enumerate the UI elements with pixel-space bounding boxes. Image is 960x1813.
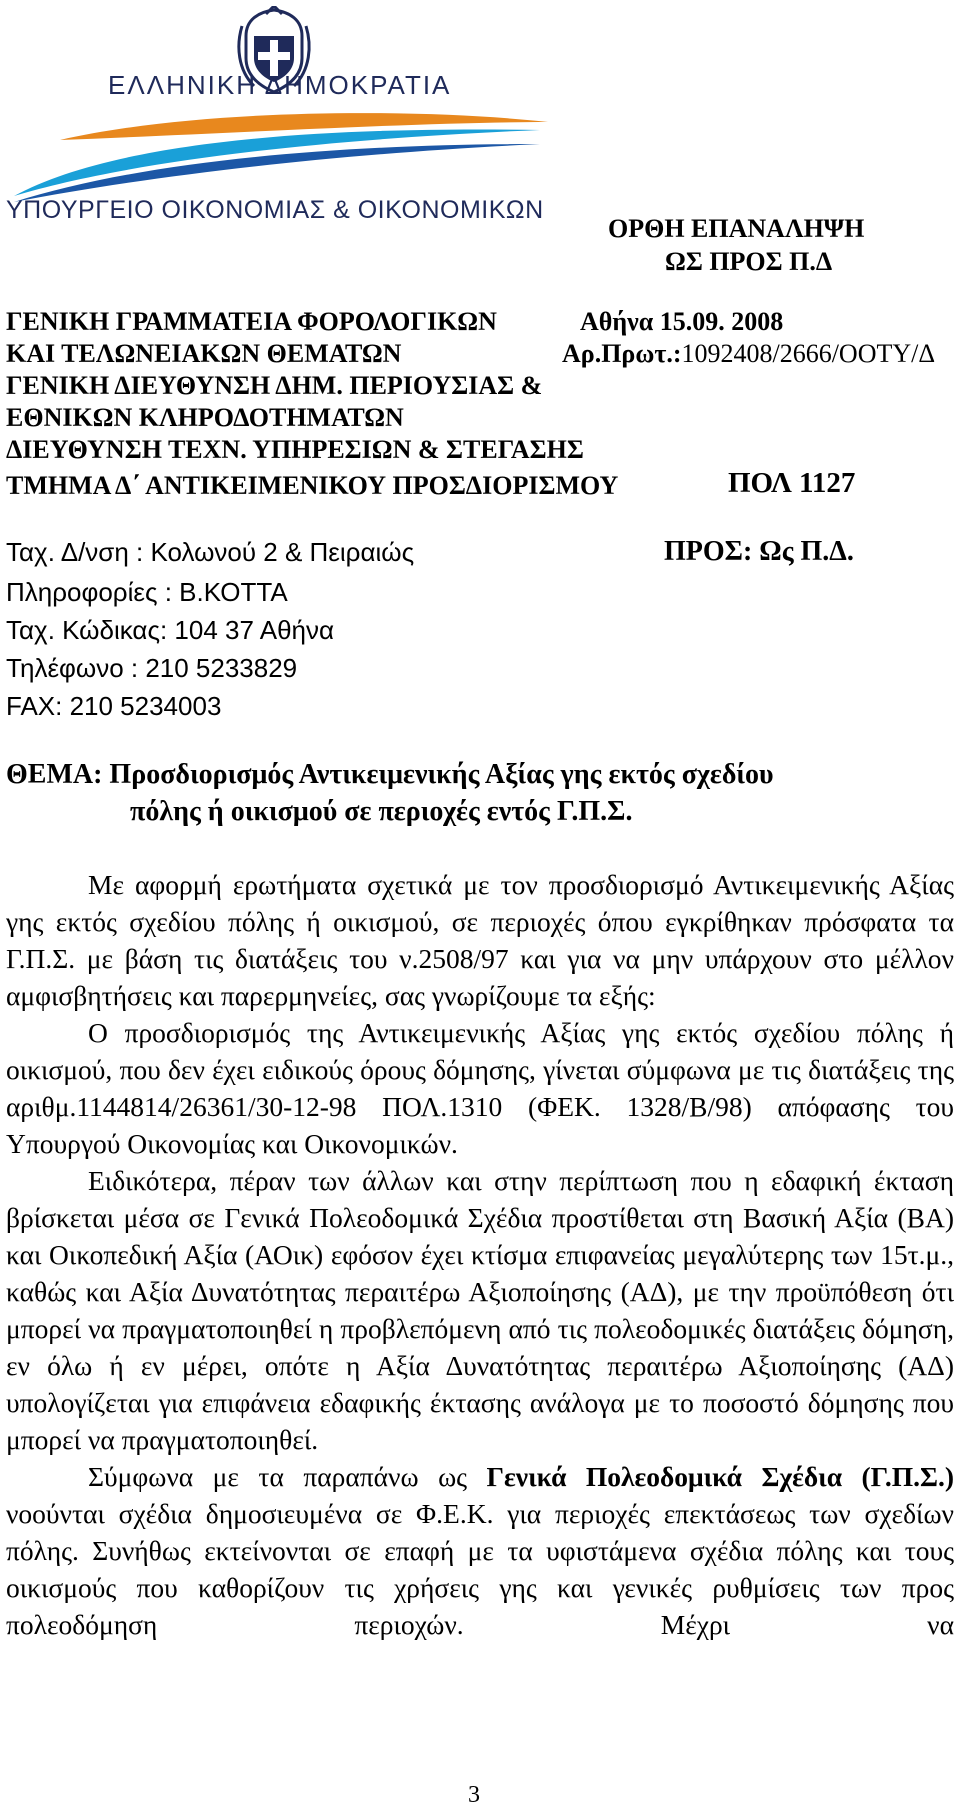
body-paragraph: Ο προσδιορισμός της Αντικειμενικής Αξίας γης εκτός σχεδίου πόλης ή οικισμού, που δεν έχει ειδικούς όρους δόμησης, γίνεται σύμφωνα με τις διατάξεις της αριθμ.1144814/26361/30-12-98 ΠΟΛ.1310 (ΦΕΚ. 1328/Β/98) απόφασης του Υπουργού Οικονομίας και Οικονομικών. — [6, 1017, 954, 1159]
pol-number: ΠΟΛ 1127 — [728, 467, 856, 499]
document-date: Αθήνα 15.09. 2008 — [580, 307, 784, 336]
document-body — [6, 866, 954, 1643]
org-line: ΤΜΗΜΑ Δ΄ ΑΝΤΙΚΕΙΜΕΝΙΚΟΥ ΠΡΟΣΔΙΟΡΙΣΜΟΥ — [6, 471, 619, 500]
contact-fax: FAX: 210 5234003 — [6, 691, 222, 721]
logo-ministry-name: ΥΠΟΥΡΓΕΙΟ ΟΙΚΟΝΟΜΙΑΣ & ΟΙΚΟΝΟΜΙΚΩΝ — [6, 196, 544, 224]
logo-title: ΕΛΛΗΝΙΚΗ ΔΗΜΟΚΡΑΤΙΑ — [108, 70, 452, 100]
subject-line-2: πόλης ή οικισμού σε περιοχές εντός Γ.Π.Σ. — [130, 796, 633, 827]
contact-info: Πληροφορίες : Β.ΚΟΤΤΑ — [6, 577, 288, 607]
protocol-number — [562, 339, 935, 369]
logo-swoosh-graphic — [0, 100, 560, 210]
contact-postcode: Ταχ. Κώδικας: 104 37 Αθήνα — [6, 615, 335, 645]
body-paragraph — [6, 1458, 954, 1643]
contact-phone: Τηλέφωνο : 210 5233829 — [6, 653, 298, 683]
body-paragraph: Με αφορμή ερωτήματα σχετικά με τον προσδιορισμό Αντικειμενικής Αξίας γης εκτός σχεδίου πόλης ή οικισμού, σε περιοχές όπου εγκρίθηκαν πρόσφατα τα Γ.Π.Σ. με βάση τις διατάξεις του ν.2508/97 και για να μην υπάρχουν στο μέλλον αμφισβητήσεις και παρερμηνείες, σας γνωρίζουμε τα εξής: — [6, 869, 954, 1011]
org-line: ΔΙΕΥΘΥΝΣΗ ΤΕΧΝ. ΥΠΗΡΕΣΙΩΝ & ΣΤΕΓΑΣΗΣ — [6, 435, 584, 464]
page-number: 3 — [468, 1782, 480, 1808]
recipient: ΠΡΟΣ: Ως Π.Δ. — [664, 536, 854, 567]
protocol-label: Αρ.Πρωτ.: — [562, 339, 682, 368]
notice-line-2: ΩΣ ΠΡΟΣ Π.Δ — [665, 247, 833, 276]
body-paragraph: Ειδικότερα, πέραν των άλλων και στην περίπτωση που η εδαφική έκταση βρίσκεται μέσα σε Γενικά Πολεοδομικά Σχέδια προστίθεται στη Βασική Αξία (ΒΑ) και Οικοπεδική Αξία (ΑΟικ) εφόσον έχει κτίσμα επιφανείας μεγαλύτερης των 15τ.μ., καθώς και Αξία Δυνατότητας περαιτέρω Αξιοποίησης (ΑΔ), με την προϋπόθεση ότι μπορεί να πραγματοποιηθεί η προβλεπόμενη από τις πολεοδομικές διατάξεις δόμηση, εν όλω ή εν μέρει, οπότε η Αξία Δυνατότητας περαιτέρω Αξιοποίησης (ΑΔ) υπολογίζεται για επιφάνεια εδαφικής έκτασης ανάλογα με το ποσοστό δόμησης που μπορεί να πραγματοποιηθεί. — [6, 1165, 954, 1455]
contact-address: Ταχ. Δ/νση : Κολωνού 2 & Πειραιώς — [6, 537, 415, 567]
body-text: νοούνται σχέδια δημοσιευμένα σε Φ.Ε.Κ. για περιοχές επεκτάσεως των σχεδίων πόλης. Συνήθως εκτείνονται σε επαφή με τα υφιστάμενα σχέδια πόλης και τους οικισμούς που καθορίζουν τις χρήσεις γης και γενικές ρυθμίσεις των προς πολεοδόμηση περιοχών. Μέχρι να — [6, 1498, 954, 1640]
notice-line-1: ΟΡΘΗ ΕΠΑΝΑΛΗΨΗ — [608, 214, 865, 243]
org-line: ΓΕΝΙΚΗ ΓΡΑΜΜΑΤΕΙΑ ΦΟΡΟΛΟΓΙΚΩΝ — [6, 307, 497, 336]
org-line: ΓΕΝΙΚΗ ΔΙΕΥΘΥΝΣΗ ΔΗΜ. ΠΕΡΙΟΥΣΙΑΣ & — [6, 371, 543, 400]
subject — [6, 756, 946, 830]
body-bold-term: Γενικά Πολεοδομικά Σχέδια (Γ.Π.Σ.) — [486, 1461, 954, 1492]
subject-line-1: ΘΕΜΑ: Προσδιορισμός Αντικειμενικής Αξίας γης εκτός σχεδίου — [6, 759, 774, 790]
org-line: ΚΑΙ ΤΕΛΩΝΕΙΑΚΩΝ ΘΕΜΑΤΩΝ — [6, 339, 402, 368]
ministry-logo — [0, 0, 560, 230]
body-text: Σύμφωνα με τα παραπάνω ως — [88, 1461, 487, 1492]
org-line: ΕΘΝΙΚΩΝ ΚΛΗΡΟΔΟΤΗΜΑΤΩΝ — [6, 403, 404, 432]
protocol-value: 1092408/2666/ΟΟΤΥ/Δ — [681, 339, 936, 368]
